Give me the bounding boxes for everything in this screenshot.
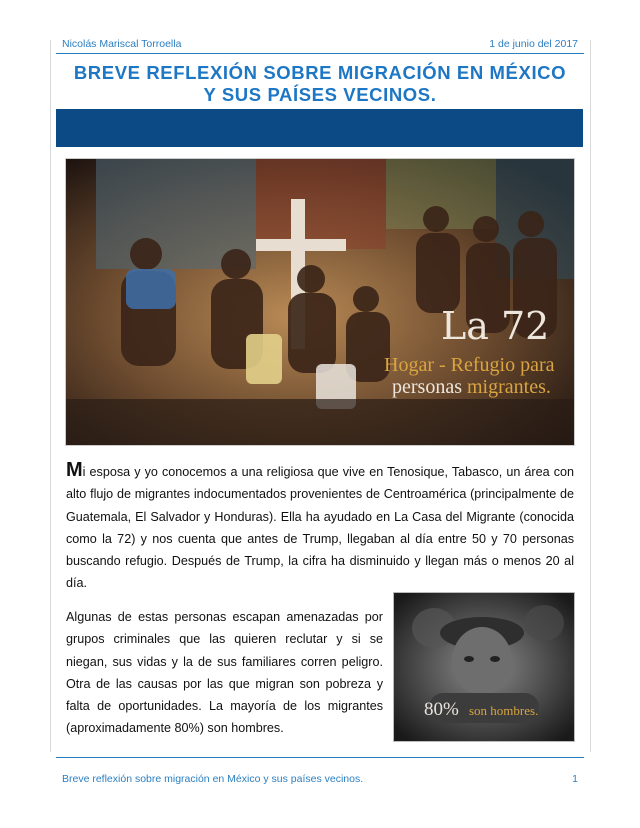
header-author: Nicolás Mariscal Torroella (62, 38, 182, 50)
overlay-line2 (392, 376, 551, 398)
drop-cap: M (66, 459, 83, 481)
page-edge-right (590, 40, 591, 752)
title-banner (56, 109, 583, 147)
page-title-line1: BREVE REFLEXIÓN SOBRE MIGRACIÓN EN MÉXICO (73, 62, 567, 83)
paragraph-1-text: i esposa y yo conocemos a una religiosa que vive en Tenosique, Tabasco, un área con alto flujo de migrantes indocumentados provenientes de Centroamérica (principalmente de Guatemala, El Salvador y Honduras). Ella ha ayudado en La Casa del Migrante (conocida como la 72) y nos cuenta que antes de Trump, llegaban al día entre 50 y 70 personas buscando refugio. Después de Trump, la cifra ha disminuido y llegan más o menos 20 al día. (66, 465, 574, 591)
footer-title: Breve reflexión sobre migración en México y sus países vecinos. (62, 773, 364, 785)
overlay-line1-a: Hogar - (384, 354, 451, 376)
page-edge-left (50, 40, 51, 752)
migrant-portrait-illustration (394, 593, 574, 741)
overlay-pct: 80% (424, 699, 459, 720)
page-number: 1 (572, 773, 578, 785)
migrant-shelter-photo (66, 159, 574, 445)
overlay-line1 (384, 354, 555, 376)
header-divider (56, 53, 584, 54)
footer-divider (56, 757, 584, 758)
page-title (56, 62, 584, 106)
overlay-line2-a: personas (392, 376, 467, 398)
page-title-line2: Y SUS PAÍSES VECINOS. (203, 84, 437, 105)
header-date: 1 de junio del 2017 (489, 38, 578, 50)
migrant-portrait-photo (394, 593, 574, 741)
overlay-line1-b: Refugio para (450, 354, 555, 376)
overlay-title: La 72 (441, 304, 550, 348)
overlay-text: son hombres. (469, 703, 539, 718)
paragraph-1 (66, 459, 574, 595)
overlay-line2-b: migrantes. (466, 376, 551, 398)
paragraph-2: Algunas de estas personas escapan amenazadas por grupos criminales que las quieren reclutar y si se niegan, sus vidas y la de sus familiares corren peligro. Otra de las causas por las que migran son pobreza y falta de oportunidades. La mayoría de los migrantes (aproximadamente 80%) son hombres. (66, 610, 383, 736)
migrant-shelter-illustration (66, 159, 574, 445)
